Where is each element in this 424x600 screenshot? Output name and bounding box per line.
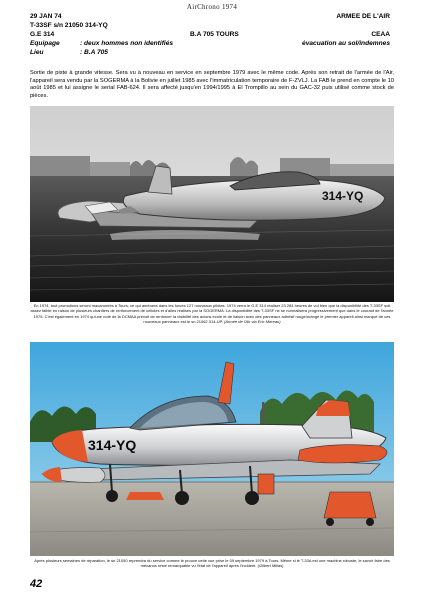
outcome-label: évacuation au sol/indemnes [302,40,390,47]
caption-photo-1 [30,303,394,324]
aircraft-type-line: T-33SF s/n 21050 314-YQ [30,22,108,29]
stand-wheel [366,518,374,526]
header-line-5 [30,49,390,58]
category-label: CEAA [371,31,390,38]
header-line-4 [30,40,390,49]
photo-t33-tarmac [30,342,394,556]
location-label: Lieu [30,49,44,56]
header-line-2 [30,22,390,31]
air-force-label: ARMEE DE L'AIR [336,13,390,20]
running-head: AirChrono 1974 [186,3,238,11]
date-serial: 29 JAN 74 [30,13,62,20]
nose-wheel [106,490,118,502]
page-number: 42 [30,578,43,590]
crew-value: : deux hommes non identifiés [80,40,174,47]
caption-2-credit: (Gilbert Millas) [257,563,284,569]
caption-1-credit: (Armée de l'Air via Eric Moreau) [224,318,281,324]
caption-2-text: Après plusieurs semaines de réparation, le sn 21050 reprendra du service comme le prouve cette vue prise le 09 septembre 1979 à Tours. Même si le T-33A est une machine robuste, le savoir faire des mécanos reste remarquable vu l'état de l'appareil après l'incident. [34,558,390,569]
stand-wheel [326,518,334,526]
color-photo-svg [30,342,394,556]
main-wheel-right [245,491,259,505]
nose-code-color: 314-YQ [88,437,137,453]
main-wheel-left [175,491,189,505]
header-line-3 [30,31,390,40]
location-value: : B.A 705 [80,49,108,56]
wingtip-tank-right [298,445,387,463]
header-line-1 [30,13,390,22]
nose-code-bw: 314-YQ [322,189,364,203]
base-name: B.A 705 TOURS [190,31,239,38]
maintenance-stand [324,492,376,518]
unit-code: G.E 314 [30,31,55,38]
caption-1-text: En 1974, tout promotions seront macaronées à Tours, ce qui amènera dans les forces 127 nouveaux pilotes. 1974 verra le G.E 314 réaliser 23 284 heures de vol bien que la disponibilité des T-33SF soit assez faible en raison de plusieurs chantiers de renforcement de cellules et d'ailes réalisés par la SOGERMA. La disponibilité des T-33SF ne se normalisera progressivement que dans le courant de l'année 1975. C'est également en 1974 qu'une note de la DCMAA prévoit de renforcer la visibilité des avions école et de liaison avec des panneaux adhésif rouge/orangé le premier appareil ainsi marqué de ces nouveaux panneaux est le sn 21062 314-UP. [30,303,394,324]
bw-photo-svg [30,106,394,302]
crew-label: Equipage [30,40,60,47]
caption-photo-2 [30,558,394,569]
incident-description: Sortie de piste à grande vitesse. Sera vu à nouveau en service en septembre 1979 avec le même code. Après son retrait de l'armée de l'Air, l'appareil sera vendu par la SOGERMA à la Bolivie en juillet 1985 avec l'immatriculation temporaire de F-ZVLJ. La FAB le prend en compte le 10 août 1985 et lui assigne le serial FAB-624. Il sera affecté jusqu'en 1994/1995 à El Trompillo au sein du GAC-32 puis utilisé comme stock de pièces. [30,70,394,99]
wheel-chock [126,492,164,500]
orange-ladder [258,474,274,494]
photo-crashed-t33 [30,106,394,302]
